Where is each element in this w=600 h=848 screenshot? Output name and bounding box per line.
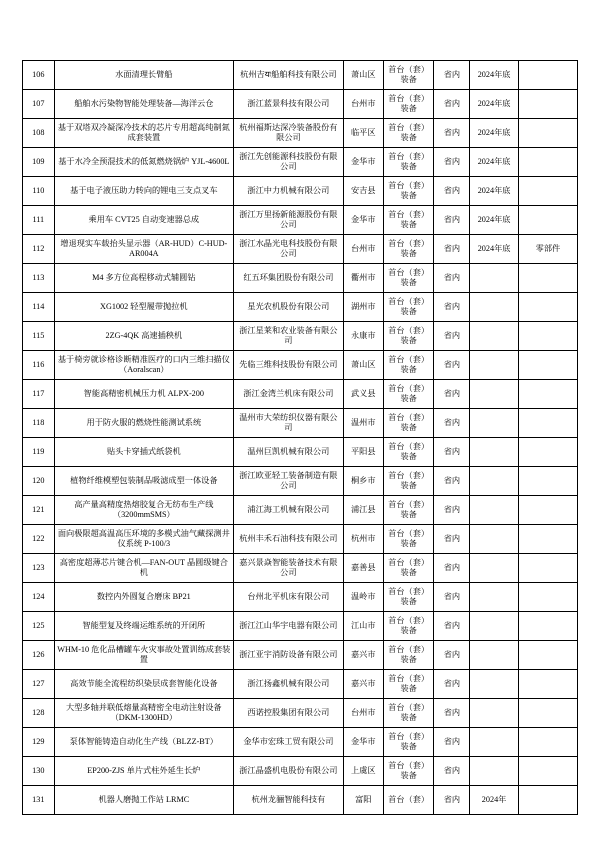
cell-company: 杭州吉यः船舶科技有限公司 bbox=[234, 61, 344, 90]
cell-scope: 省内 bbox=[434, 554, 470, 583]
cell-scope: 省内 bbox=[434, 612, 470, 641]
cell-year: 2024年底 bbox=[470, 90, 519, 119]
cell-type: 首台（套）装备 bbox=[383, 699, 434, 728]
cell-scope: 省内 bbox=[434, 90, 470, 119]
cell-num: 107 bbox=[23, 90, 55, 119]
cell-company: 杭州福斯达深冷装备股份有限公司 bbox=[234, 119, 344, 148]
cell-company: 星光农机股份有限公司 bbox=[234, 293, 344, 322]
cell-num: 131 bbox=[23, 786, 55, 815]
cell-note bbox=[518, 438, 577, 467]
cell-type: 首台（套）装备 bbox=[383, 380, 434, 409]
cell-scope: 省内 bbox=[434, 264, 470, 293]
cell-year bbox=[470, 264, 519, 293]
cell-num: 119 bbox=[23, 438, 55, 467]
cell-scope: 省内 bbox=[434, 380, 470, 409]
cell-note bbox=[518, 525, 577, 554]
cell-company: 浙江欧亚轻工装备制造有限公司 bbox=[234, 467, 344, 496]
cell-company: 杭州龙骊智能科技有 bbox=[234, 786, 344, 815]
cell-note bbox=[518, 90, 577, 119]
cell-year bbox=[470, 293, 519, 322]
cell-type: 首台（套）装备 bbox=[383, 728, 434, 757]
cell-company: 台州北平机床有限公司 bbox=[234, 583, 344, 612]
cell-num: 115 bbox=[23, 322, 55, 351]
cell-scope: 省内 bbox=[434, 409, 470, 438]
cell-scope: 省内 bbox=[434, 641, 470, 670]
cell-scope: 省内 bbox=[434, 496, 470, 525]
cell-company: 先临三维科技股份有限公司 bbox=[234, 351, 344, 380]
cell-year bbox=[470, 438, 519, 467]
cell-area: 嘉兴市 bbox=[343, 670, 383, 699]
table-row bbox=[23, 612, 578, 641]
cell-year bbox=[470, 554, 519, 583]
cell-num: 121 bbox=[23, 496, 55, 525]
cell-scope: 省内 bbox=[434, 583, 470, 612]
cell-area: 温岭市 bbox=[343, 583, 383, 612]
cell-area: 安吉县 bbox=[343, 177, 383, 206]
cell-year: 2024年底 bbox=[470, 177, 519, 206]
cell-num: 114 bbox=[23, 293, 55, 322]
cell-note bbox=[518, 351, 577, 380]
cell-area: 嘉兴市 bbox=[343, 641, 383, 670]
cell-scope: 省内 bbox=[434, 728, 470, 757]
cell-note bbox=[518, 206, 577, 235]
cell-scope: 省内 bbox=[434, 177, 470, 206]
cell-type: 首台（套）装备 bbox=[383, 554, 434, 583]
cell-name: XG1002 轻型履带抛拉机 bbox=[54, 293, 233, 322]
cell-company: 西诺控股集团有限公司 bbox=[234, 699, 344, 728]
cell-note bbox=[518, 641, 577, 670]
cell-num: 113 bbox=[23, 264, 55, 293]
cell-num: 129 bbox=[23, 728, 55, 757]
cell-name: 智能型复及终端运维系统的开闭所 bbox=[54, 612, 233, 641]
cell-name: 泵体智能铸造自动化生产线（BLZZ-BT） bbox=[54, 728, 233, 757]
table-row bbox=[23, 61, 578, 90]
table-row bbox=[23, 786, 578, 815]
cell-company: 温州市大荣纺织仪器有限公司 bbox=[234, 409, 344, 438]
cell-type: 首台（套）装备 bbox=[383, 467, 434, 496]
cell-name: 基于椅旁就诊格诊断精准医疗的口内三维扫描仪（Aoralscan） bbox=[54, 351, 233, 380]
cell-note bbox=[518, 467, 577, 496]
cell-name: 增退现实车载抬头显示器（AR-HUD）C-HUD-AR004A bbox=[54, 235, 233, 264]
cell-name: 机器人磨抛工作站 LRMC bbox=[54, 786, 233, 815]
cell-type: 首台（套）装备 bbox=[383, 119, 434, 148]
cell-name: 基于水冷全预混技术的低氮燃烧锅炉 YJL-4600L bbox=[54, 148, 233, 177]
cell-year bbox=[470, 583, 519, 612]
cell-company: 浦江海工机械有限公司 bbox=[234, 496, 344, 525]
cell-area: 金华市 bbox=[343, 206, 383, 235]
table-row bbox=[23, 728, 578, 757]
cell-year: 2024年 bbox=[470, 786, 519, 815]
table-row bbox=[23, 90, 578, 119]
cell-company: 红五环集团股份有限公司 bbox=[234, 264, 344, 293]
cell-company: 浙江亚宇消防设备有限公司 bbox=[234, 641, 344, 670]
cell-num: 124 bbox=[23, 583, 55, 612]
table-row bbox=[23, 757, 578, 786]
cell-name: 面向极限超高温高压环境的多模式油气藏探测井仪系统 P-100/3 bbox=[54, 525, 233, 554]
cell-name: 高产量高精度热熔胶复合无纺布生产线（3200mmSMS） bbox=[54, 496, 233, 525]
cell-scope: 省内 bbox=[434, 119, 470, 148]
cell-name: WHM-10 危化品槽罐车火灾事故处置训练成套装置 bbox=[54, 641, 233, 670]
cell-num: 128 bbox=[23, 699, 55, 728]
cell-name: EP200-ZJS 单片式柱外延生长炉 bbox=[54, 757, 233, 786]
cell-type: 首台（套）装备 bbox=[383, 90, 434, 119]
cell-area: 嘉善县 bbox=[343, 554, 383, 583]
table-row bbox=[23, 583, 578, 612]
cell-area: 金华市 bbox=[343, 148, 383, 177]
cell-note bbox=[518, 699, 577, 728]
cell-name: 船舶水污染物智能处理装备—海洋云仓 bbox=[54, 90, 233, 119]
cell-area: 富阳 bbox=[343, 786, 383, 815]
cell-note bbox=[518, 786, 577, 815]
cell-name: 乘用车 CVT25 自动变速器总成 bbox=[54, 206, 233, 235]
cell-year: 2024年底 bbox=[470, 61, 519, 90]
cell-num: 123 bbox=[23, 554, 55, 583]
cell-area: 桐乡市 bbox=[343, 467, 383, 496]
cell-num: 116 bbox=[23, 351, 55, 380]
cell-note bbox=[518, 728, 577, 757]
cell-area: 上虞区 bbox=[343, 757, 383, 786]
cell-note bbox=[518, 119, 577, 148]
cell-company: 浙江蓝景科技有限公司 bbox=[234, 90, 344, 119]
cell-year bbox=[470, 641, 519, 670]
cell-scope: 省内 bbox=[434, 293, 470, 322]
cell-name: 大型多轴并联低熔量高精密全电动注射设备（DKM-1300HD） bbox=[54, 699, 233, 728]
cell-note bbox=[518, 612, 577, 641]
cell-company: 浙江江山华宇电器有限公司 bbox=[234, 612, 344, 641]
cell-scope: 省内 bbox=[434, 235, 470, 264]
cell-name: 高效节能全流程纺织染层成套智能化设备 bbox=[54, 670, 233, 699]
cell-note bbox=[518, 61, 577, 90]
cell-note bbox=[518, 177, 577, 206]
cell-year bbox=[470, 670, 519, 699]
cell-area: 台州市 bbox=[343, 235, 383, 264]
cell-note bbox=[518, 380, 577, 409]
cell-num: 110 bbox=[23, 177, 55, 206]
cell-type: 首台（套）装备 bbox=[383, 612, 434, 641]
cell-year: 2024年底 bbox=[470, 206, 519, 235]
cell-year: 2024年底 bbox=[470, 148, 519, 177]
cell-num: 106 bbox=[23, 61, 55, 90]
cell-company: 浙江中力机械有限公司 bbox=[234, 177, 344, 206]
cell-name: 智能高精密机械压力机 ALPX-200 bbox=[54, 380, 233, 409]
cell-area: 杭州市 bbox=[343, 525, 383, 554]
cell-num: 117 bbox=[23, 380, 55, 409]
cell-note bbox=[518, 670, 577, 699]
cell-company: 浙江晶盛机电股份有限公司 bbox=[234, 757, 344, 786]
cell-scope: 省内 bbox=[434, 525, 470, 554]
cell-num: 108 bbox=[23, 119, 55, 148]
cell-type: 首台（套）装备 bbox=[383, 351, 434, 380]
table-row bbox=[23, 641, 578, 670]
cell-type: 首台（套）装备 bbox=[383, 235, 434, 264]
cell-type: 首台（套）装备 bbox=[383, 438, 434, 467]
table-row bbox=[23, 148, 578, 177]
cell-year bbox=[470, 525, 519, 554]
cell-type: 首台（套）装备 bbox=[383, 670, 434, 699]
cell-num: 127 bbox=[23, 670, 55, 699]
cell-scope: 省内 bbox=[434, 206, 470, 235]
cell-area: 台州市 bbox=[343, 90, 383, 119]
cell-type: 首台（套）装备 bbox=[383, 757, 434, 786]
cell-year bbox=[470, 409, 519, 438]
cell-note bbox=[518, 148, 577, 177]
cell-name: 水面清理长臂船 bbox=[54, 61, 233, 90]
table-row bbox=[23, 177, 578, 206]
cell-year bbox=[470, 699, 519, 728]
cell-note bbox=[518, 757, 577, 786]
cell-type: 首台（套）装备 bbox=[383, 409, 434, 438]
table-row bbox=[23, 380, 578, 409]
cell-type: 首台（套）装备 bbox=[383, 496, 434, 525]
cell-year: 2024年底 bbox=[470, 235, 519, 264]
cell-company: 浙江金湾兰机床有限公司 bbox=[234, 380, 344, 409]
cell-type: 首台（套） bbox=[383, 786, 434, 815]
cell-note bbox=[518, 264, 577, 293]
cell-area: 金华市 bbox=[343, 728, 383, 757]
cell-num: 126 bbox=[23, 641, 55, 670]
table-row bbox=[23, 293, 578, 322]
cell-name: M4 多方位高程移动式辅圆钻 bbox=[54, 264, 233, 293]
cell-year bbox=[470, 351, 519, 380]
cell-area: 永康市 bbox=[343, 322, 383, 351]
cell-company: 杭州丰禾石油科技有限公司 bbox=[234, 525, 344, 554]
table-row bbox=[23, 119, 578, 148]
cell-type: 首台（套）装备 bbox=[383, 148, 434, 177]
cell-area: 平阳县 bbox=[343, 438, 383, 467]
cell-scope: 省内 bbox=[434, 670, 470, 699]
cell-num: 122 bbox=[23, 525, 55, 554]
table-row bbox=[23, 409, 578, 438]
cell-company: 浙江先创能源科技股份有限公司 bbox=[234, 148, 344, 177]
cell-type: 首台（套）装备 bbox=[383, 177, 434, 206]
cell-year bbox=[470, 322, 519, 351]
cell-scope: 省内 bbox=[434, 786, 470, 815]
cell-year bbox=[470, 728, 519, 757]
cell-note bbox=[518, 322, 577, 351]
cell-num: 118 bbox=[23, 409, 55, 438]
cell-note bbox=[518, 496, 577, 525]
cell-year bbox=[470, 757, 519, 786]
cell-type: 首台（套）装备 bbox=[383, 293, 434, 322]
cell-note: 零部件 bbox=[518, 235, 577, 264]
cell-year bbox=[470, 467, 519, 496]
cell-area: 江山市 bbox=[343, 612, 383, 641]
cell-num: 120 bbox=[23, 467, 55, 496]
cell-company: 金华市宏珠工贸有限公司 bbox=[234, 728, 344, 757]
cell-name: 贴头卡穿插式纸袋机 bbox=[54, 438, 233, 467]
table-body bbox=[23, 61, 578, 815]
cell-type: 首台（套）装备 bbox=[383, 61, 434, 90]
cell-company: 浙江星莱和农业装备有限公司 bbox=[234, 322, 344, 351]
cell-name: 数控内外圆复合磨床 BP21 bbox=[54, 583, 233, 612]
table-row bbox=[23, 206, 578, 235]
table-row bbox=[23, 264, 578, 293]
table-row bbox=[23, 699, 578, 728]
cell-company: 嘉兴景焱智能装备技术有限公司 bbox=[234, 554, 344, 583]
cell-company: 温州巨凯机械有限公司 bbox=[234, 438, 344, 467]
cell-area: 浦江县 bbox=[343, 496, 383, 525]
cell-area: 温州市 bbox=[343, 409, 383, 438]
cell-area: 萧山区 bbox=[343, 61, 383, 90]
table-row bbox=[23, 351, 578, 380]
cell-area: 台州市 bbox=[343, 699, 383, 728]
cell-area: 临平区 bbox=[343, 119, 383, 148]
cell-type: 首台（套）装备 bbox=[383, 525, 434, 554]
cell-name: 植物纤维模塑包装制品吸滤成型一体设备 bbox=[54, 467, 233, 496]
cell-company: 浙江万里扬新能源股份有限公司 bbox=[234, 206, 344, 235]
cell-year bbox=[470, 496, 519, 525]
cell-scope: 省内 bbox=[434, 322, 470, 351]
cell-area: 湖州市 bbox=[343, 293, 383, 322]
cell-type: 首台（套）装备 bbox=[383, 583, 434, 612]
cell-type: 首台（套）装备 bbox=[383, 264, 434, 293]
cell-name: 高密度超薄芯片键合机—FAN-OUT 晶圆级键合机 bbox=[54, 554, 233, 583]
cell-note bbox=[518, 554, 577, 583]
cell-name: 基于双塔双冷凝深冷技术的芯片专用超高纯制氮成套装置 bbox=[54, 119, 233, 148]
cell-company: 浙江水晶光电科技股份有限公司 bbox=[234, 235, 344, 264]
cell-area: 武义县 bbox=[343, 380, 383, 409]
cell-scope: 省内 bbox=[434, 757, 470, 786]
cell-name: 基于电子液压助力转向的锂电三支点叉车 bbox=[54, 177, 233, 206]
table-row bbox=[23, 670, 578, 699]
cell-company: 浙江扬鑫机械有限公司 bbox=[234, 670, 344, 699]
cell-scope: 省内 bbox=[434, 699, 470, 728]
table-row bbox=[23, 554, 578, 583]
equipment-table bbox=[22, 60, 578, 815]
cell-num: 130 bbox=[23, 757, 55, 786]
cell-name: 用于防火服的燃烧性能测试系统 bbox=[54, 409, 233, 438]
cell-type: 首台（套）装备 bbox=[383, 641, 434, 670]
cell-note bbox=[518, 409, 577, 438]
cell-type: 首台（套）装备 bbox=[383, 322, 434, 351]
cell-num: 112 bbox=[23, 235, 55, 264]
cell-area: 衢州市 bbox=[343, 264, 383, 293]
cell-scope: 省内 bbox=[434, 438, 470, 467]
cell-note bbox=[518, 293, 577, 322]
cell-area: 萧山区 bbox=[343, 351, 383, 380]
cell-type: 首台（套）装备 bbox=[383, 206, 434, 235]
table-row bbox=[23, 496, 578, 525]
cell-num: 109 bbox=[23, 148, 55, 177]
cell-num: 111 bbox=[23, 206, 55, 235]
cell-name: 2ZG-4QK 高速插秧机 bbox=[54, 322, 233, 351]
table-row bbox=[23, 467, 578, 496]
cell-num: 125 bbox=[23, 612, 55, 641]
table-row bbox=[23, 322, 578, 351]
cell-scope: 省内 bbox=[434, 467, 470, 496]
table-row bbox=[23, 438, 578, 467]
cell-scope: 省内 bbox=[434, 351, 470, 380]
cell-scope: 省内 bbox=[434, 148, 470, 177]
table-row bbox=[23, 235, 578, 264]
cell-note bbox=[518, 583, 577, 612]
cell-year bbox=[470, 612, 519, 641]
cell-year: 2024年底 bbox=[470, 119, 519, 148]
cell-year bbox=[470, 380, 519, 409]
cell-scope: 省内 bbox=[434, 61, 470, 90]
table-row bbox=[23, 525, 578, 554]
